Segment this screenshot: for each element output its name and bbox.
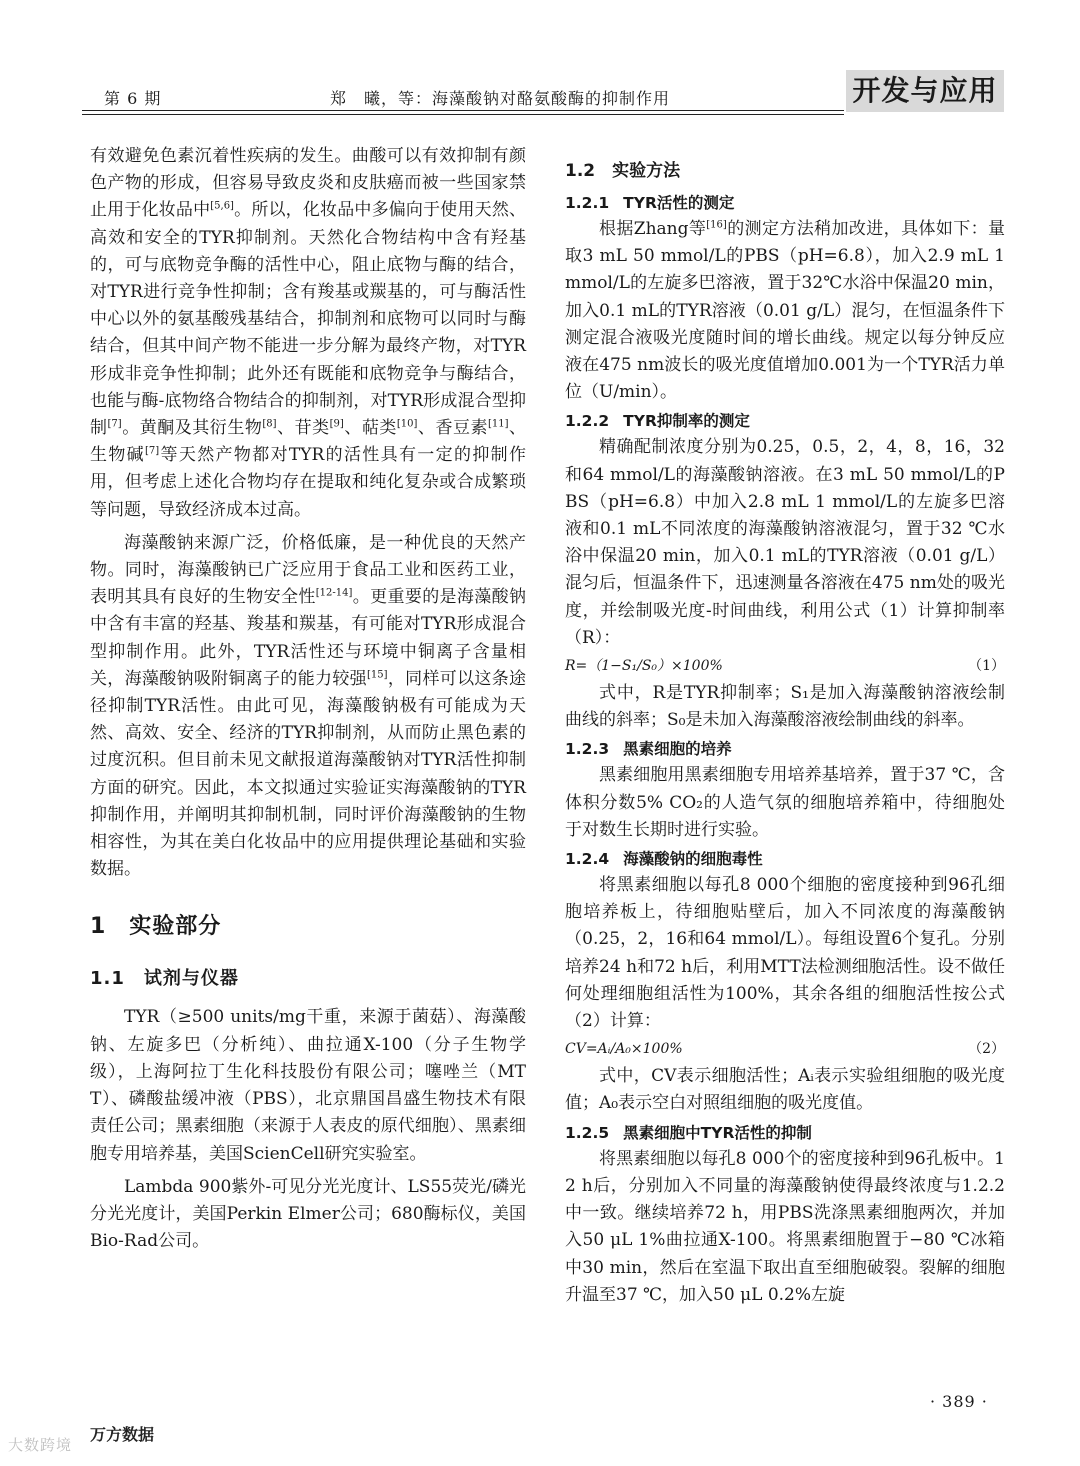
paragraph-tyr-in-cells: 将黑素细胞以每孔8 000个的密度接种到96孔板中。12 h后，分别加入不同量的海藻酸钠使得最终浓度与1.2.2中一致。继续培养72 h，用PBS洗涤黑素细胞两次，并加入50 μL 1%曲拉通X-100。将黑素细胞置于−80 ℃冰箱中30 min，然后在室温下取出直至细胞破裂。裂解的细胞升温至37 ℃，加入50 μL 0.2%左旋	[565, 1148, 1005, 1305]
section-heading-methods: 1.2 实验方法	[565, 161, 681, 181]
paragraph-instruments: Lambda 900紫外-可见分光光度计、LS55荧光/磷光分光光度计，美国Perkin Elmer公司；680酶标仪，美国Bio-Rad公司。	[90, 1176, 526, 1252]
section-heading-reagents: 1.1 试剂与仪器	[90, 968, 239, 990]
paragraph-reagents: TYR（≥500 units/mg干重，来源于菌菇）、海藻酸钠、左旋多巴（分析纯）、曲拉通X-100（分子生物学级），上海阿拉丁生化科技股份有限公司；噻唑兰（MTT）、磷酸盐缓冲液（PBS），北京鼎国昌盛生物技术有限责任公司；黑素细胞（来源于人表皮的原代细胞）、黑素细胞专用培养基，美国ScienCell研究实验室。	[90, 1007, 526, 1164]
formula-1: R=（1−S₁/S₀）×100% （1）	[565, 658, 1005, 675]
subsection-heading-1-2-1: 1.2.1 TYR活性的测定	[565, 194, 735, 212]
footer-brand: 万方数据	[90, 1425, 155, 1444]
paragraph-cell-culture: 黑素细胞用黑素细胞专用培养基培养，置于37 ℃，含体积分数5% CO₂的人造气氛的细胞培养箱中，待细胞处于对数生长期时进行实验。	[565, 765, 1005, 840]
paragraph-tyr-activity: 根据Zhang等[16]的测定方法稍加改进，具体如下：量取3 mL 50 mmol/L的PBS（pH=6.8），加入2.9 mL 1 mmol/L的左旋多巴溶液，置于32℃水浴中保温20 min，加入0.1 mL的TYR溶液（0.01 g/L）混匀，在恒温条件下测定混合液吸光度随时间的增长曲线。规定以每分钟反应液在475 nm波长的吸光度值增加0.001为一个TYR活力单位（U/min）。	[565, 219, 1005, 403]
section-heading-experimental: 1 实验部分	[90, 914, 222, 940]
paragraph-inhibition-rate: 精确配制浓度分别为0.25，0.5，2，4，8，16，32和64 mmol/L的海藻酸钠溶液。在3 mL 50 mmol/L的PBS（pH=6.8）中加入2.8 mL 1 mmol/L的左旋多巴溶液和0.1 mL不同浓度的海藻酸钠溶液混匀，置于32 ℃水浴中保温20 min，加入0.1 mL的TYR溶液（0.01 g/L）混匀后，恒温条件下，迅速测量各溶液在475 nm处的吸光度，并绘制吸光度-时间曲线，利用公式（1）计算抑制率（R）：	[565, 437, 1005, 648]
header-column-badge: 开发与应用	[846, 70, 1004, 112]
subsection-heading-1-2-2: 1.2.2 TYR抑制率的测定	[565, 412, 750, 431]
subsection-heading-1-2-5: 1.2.5 黑素细胞中TYR活性的抑制	[565, 1123, 812, 1142]
paragraph-formula-2-notes: 式中，CV表示细胞活性；Aᵢ表示实验组细胞的吸光度值；A₀表示空白对照组细胞的吸光度值。	[565, 1066, 1005, 1114]
right-column	[565, 156, 1005, 1309]
header-rule-thin	[82, 114, 844, 115]
header-rule	[82, 110, 844, 111]
paragraph-intro-continued: 有效避免色素沉着性疾病的发生。曲酸可以有效抑制有颜色产物的形成，但容易导致皮炎和皮肤癌而被一些国家禁止用于化妆品中[5,6]。所以，化妆品中多偏向于使用天然、高效和安全的TYR抑制剂。天然化合物结构中含有羟基的，可与底物竞争酶的活性中心，阻止底物与酶的结合，对TYR进行竞争性抑制；含有羧基或羰基的，可与酶活性中心以外的氨基酸残基结合，抑制剂和底物可以同时与酶结合，但其中间产物不能进一步分解为最终产物，对TYR形成非竞争性抑制；此外还有既能和底物竞争与酶结合，也能与酶-底物络合物结合的抑制剂，对TYR形成混合型抑制[7]。黄酮及其衍生物[8]、苷类[9]、萜类[10]、香豆素[11]、生物碱[7]等天然产物都对TYR的活性具有一定的抑制作用，但考虑上述化合物均存在提取和纯化复杂或合成繁琐等问题，导致经济成本过高。	[90, 146, 527, 520]
paragraph-cytotoxicity: 将黑素细胞以每孔8 000个细胞的密度接种到96孔细胞培养板上，待细胞贴壁后，加入不同浓度的海藻酸钠（0.25，2，16和64 mmol/L）。每组设置6个复孔。分别培养24 h和72 h后，利用MTT法检测细胞活性。设不做任何处理细胞组活性为100%，其余各组的细胞活性按公式（2）计算：	[565, 875, 1005, 1032]
subsection-heading-1-2-3: 1.2.3 黑素细胞的培养	[565, 740, 732, 759]
paragraph-sodium-alginate: 海藻酸钠来源广泛，价格低廉，是一种优良的天然产物。同时，海藻酸钠已广泛应用于食品工业和医药工业，表明其具有良好的生物安全性[12-14]。更重要的是海藻酸钠中含有丰富的羟基、羧基和羰基，有可能对TYR形成混合型抑制作用。此外，TYR活性还与环境中铜离子含量相关，海藻酸钠吸附铜离子的能力较强[15]，同样可以这条途径抑制TYR活性。由此可见，海藻酸钠极有可能成为天然、高效、安全、经济的TYR抑制剂，从而防止黑色素的过度沉积。但目前未见文献报道海藻酸钠对TYR活性抑制方面的研究。因此，本文拟通过实验证实海藻酸钠的TYR抑制作用，并阐明其抑制机制，同时评价海藻酸钠的生物相容性，为其在美白化妆品中的应用提供理论基础和实验数据。	[90, 532, 527, 880]
header-issue: 第 6 期	[104, 89, 162, 108]
subsection-heading-1-2-4: 1.2.4 海藻酸钠的细胞毒性	[565, 850, 763, 869]
formula-2: CV=Aᵢ/A₀×100% （2）	[565, 1041, 1005, 1058]
header-running-title: 郑 曦，等：海藻酸钠对酪氨酸酶的抑制作用	[330, 89, 671, 108]
page-number: · 389 ·	[930, 1392, 988, 1411]
paragraph-formula-1-notes: 式中，R是TYR抑制率；S₁是加入海藻酸钠溶液绘制曲线的斜率；S₀是未加入海藻酸溶液绘制曲线的斜率。	[565, 683, 1005, 731]
left-column	[90, 143, 526, 1255]
watermark: 大数跨境	[8, 1436, 73, 1454]
